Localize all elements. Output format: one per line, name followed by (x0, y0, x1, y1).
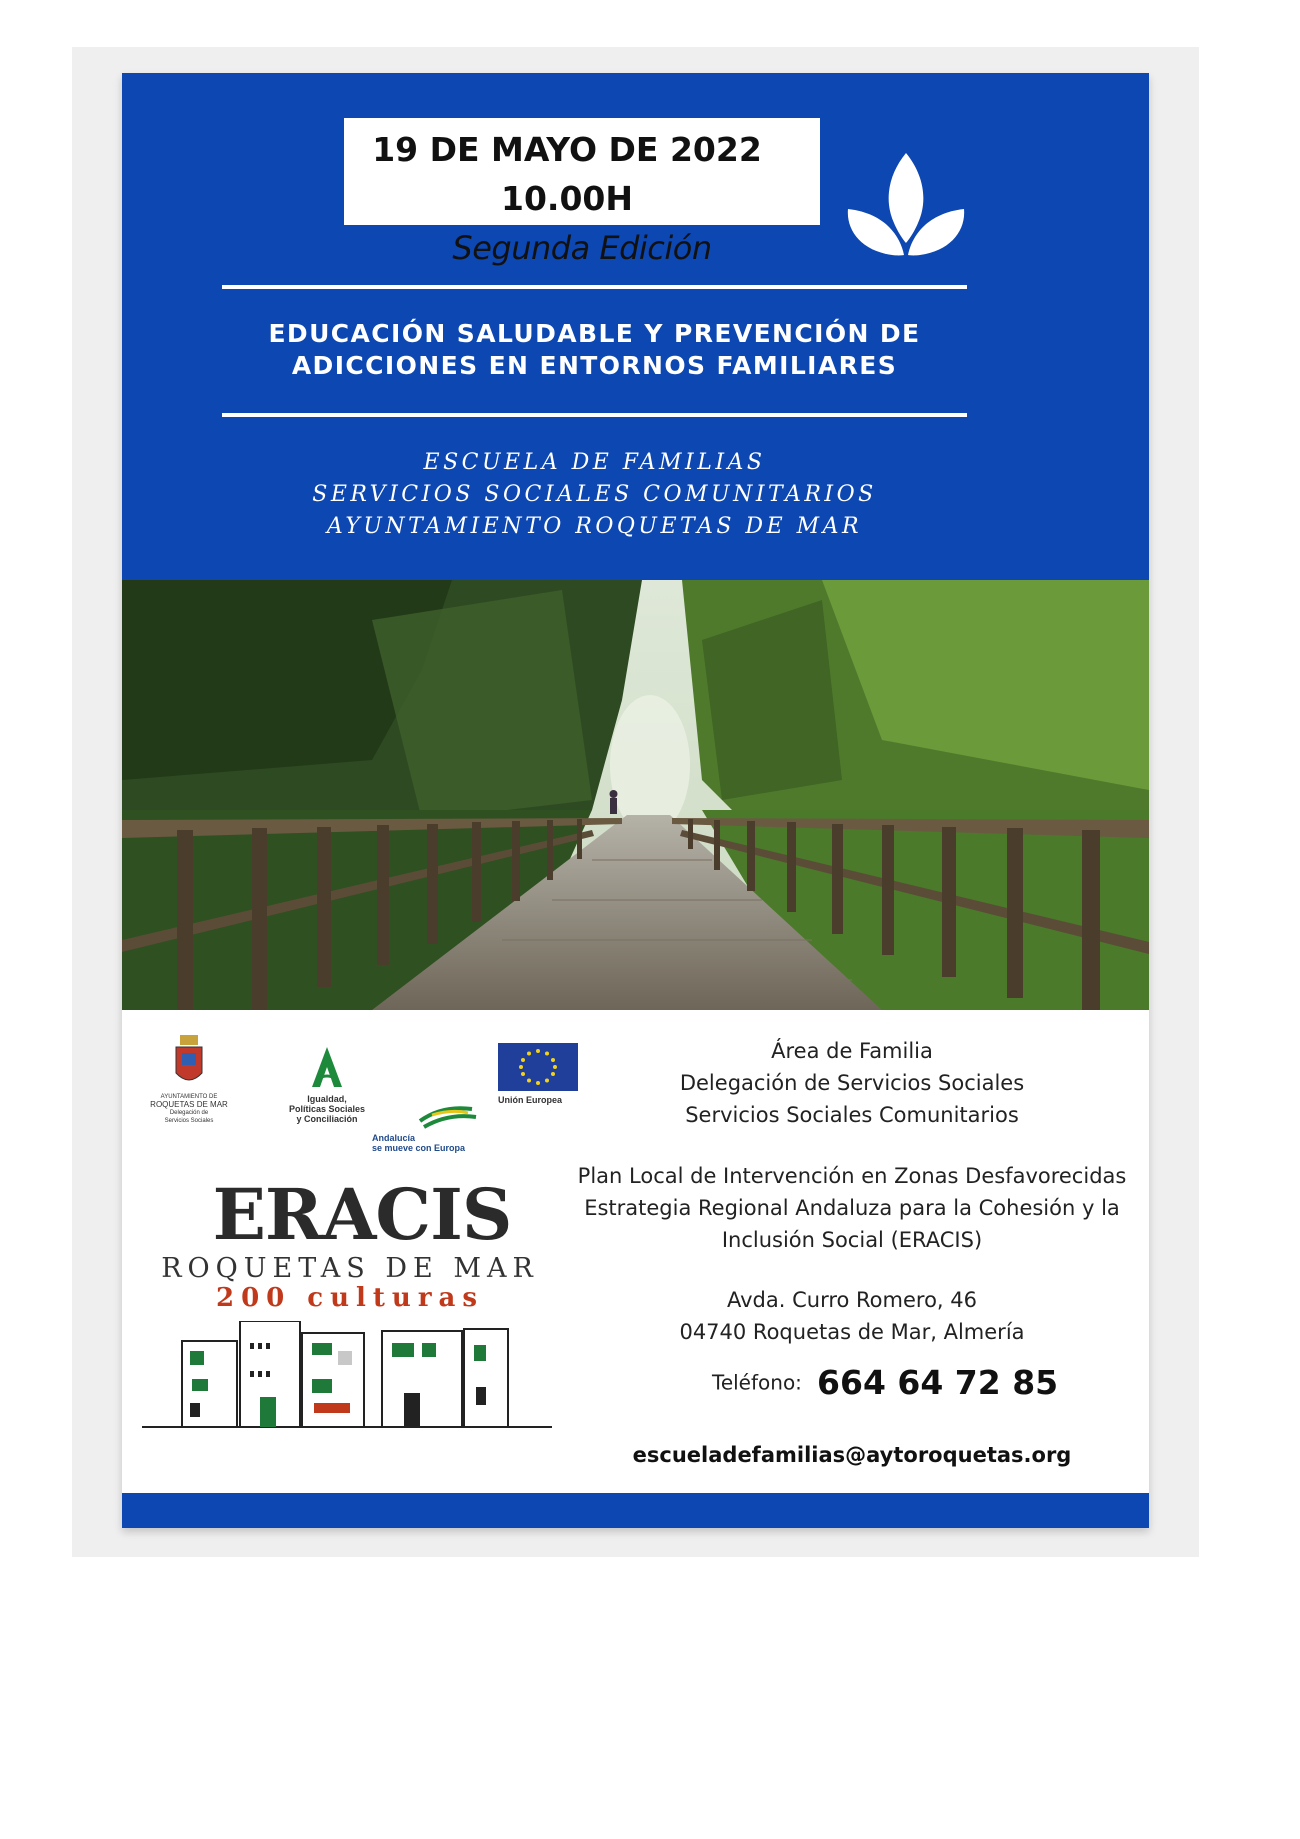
leaf-logo-icon (844, 151, 968, 257)
phone-label: Teléfono: (712, 1370, 802, 1395)
organizer-line: AYUNTAMIENTO ROQUETAS DE MAR (326, 514, 863, 539)
main-title-line: ADICCIONES EN ENTORNOS FAMILIARES (291, 351, 898, 380)
main-title-line: EDUCACIÓN SALUDABLE Y PREVENCIÓN DE (268, 319, 921, 348)
eracis-subtitle: ROQUETAS DE MAR (161, 1253, 539, 1284)
houses-illustration (142, 1321, 562, 1431)
plan-line: Plan Local de Intervención en Zonas Desfavorecidas (577, 1164, 1127, 1188)
junta-line: Políticas Sociales (288, 1104, 366, 1114)
eracis-title: ERACIS (212, 1173, 512, 1256)
ayuntamiento-line: ROQUETAS DE MAR (150, 1100, 228, 1109)
address-line: Avda. Curro Romero, 46 (726, 1288, 977, 1312)
andalucia-swoosh-icon (372, 1103, 482, 1129)
ayuntamiento-line: AYUNTAMIENTO DE (160, 1094, 218, 1100)
andalucia-line: se mueve con Europa (372, 1143, 466, 1153)
organizer-lines (222, 447, 967, 543)
email-link[interactable]: escueladefamilias@aytoroquetas.org (632, 1443, 1072, 1467)
footer-bar (122, 1493, 1149, 1528)
ayuntamiento-line: Delegación de (169, 1110, 209, 1116)
edition-label: Segunda Edición (452, 229, 712, 267)
junta-andalucia-logo (282, 1045, 372, 1135)
address-line: 04740 Roquetas de Mar, Almería (679, 1320, 1025, 1344)
header-section (122, 73, 1149, 580)
area-line: Delegación de Servicios Sociales (679, 1071, 1025, 1095)
organizer-line: SERVICIOS SOCIALES COMUNITARIOS (312, 482, 877, 507)
andalucia-europa-logo (372, 1103, 482, 1153)
main-title (222, 318, 967, 382)
junta-a-icon (282, 1045, 372, 1090)
eu-label: Unión Europea (498, 1095, 563, 1105)
divider-bottom (222, 413, 967, 417)
eracis-cultures: 200 culturas (215, 1283, 485, 1313)
address-info (562, 1284, 1142, 1348)
event-time: 10.00H (501, 179, 633, 218)
plan-line: Inclusión Social (ERACIS) (721, 1228, 983, 1252)
organizer-line: ESCUELA DE FAMILIAS (423, 450, 766, 475)
divider-top (222, 285, 967, 289)
plan-info (562, 1160, 1142, 1256)
coat-of-arms-icon (144, 1033, 234, 1089)
phone-row (712, 1363, 1132, 1402)
area-line: Área de Familia (771, 1039, 933, 1063)
plan-line: Estrategia Regional Andaluza para la Cohesión y la (584, 1196, 1120, 1220)
poster (122, 73, 1149, 1528)
andalucia-line: Andalucía (372, 1133, 416, 1143)
area-line: Servicios Sociales Comunitarios (685, 1103, 1019, 1127)
event-date: 19 DE MAYO DE 2022 (372, 130, 762, 169)
ayuntamiento-logo (144, 1033, 234, 1133)
area-info (562, 1035, 1142, 1131)
junta-line: y Conciliación (296, 1114, 358, 1124)
phone-number[interactable]: 664 64 72 85 (817, 1363, 1059, 1402)
ayuntamiento-line: Servicios Sociales (164, 1118, 214, 1124)
date-box (344, 118, 820, 225)
forest-boardwalk-photo (122, 580, 1149, 1010)
junta-line: Igualdad, (307, 1094, 347, 1104)
